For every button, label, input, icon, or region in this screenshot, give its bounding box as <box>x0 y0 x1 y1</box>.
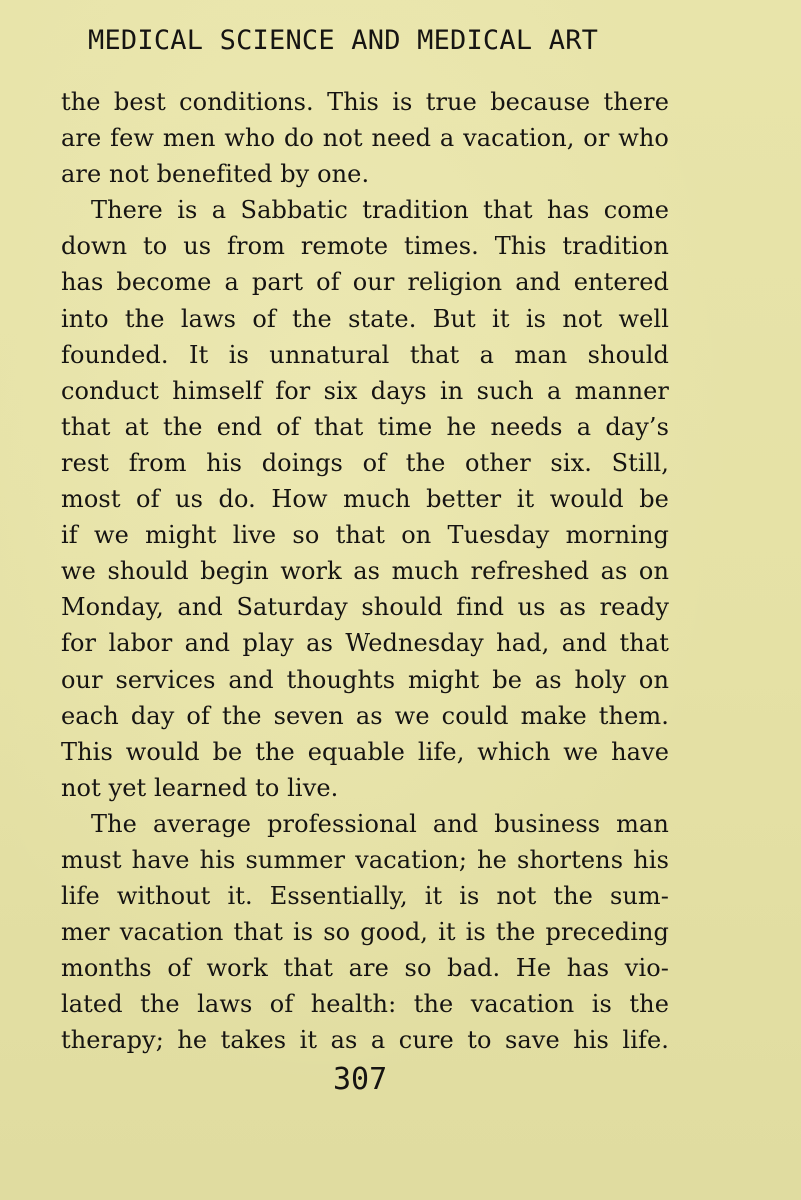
text-line: each day of the seven as we could make them. <box>61 701 669 730</box>
text-line: The average professional and business man <box>91 809 669 838</box>
text-line: most of us do. How much better it would be <box>61 485 669 514</box>
text-line: There is a Sabbatic tradition that has come <box>91 196 669 225</box>
text-line: are not benefited by one. <box>61 160 370 189</box>
text-line: not yet learned to live. <box>61 773 339 802</box>
text-line: that at the end of that time he needs a day’s <box>61 412 669 441</box>
text-line: life without it. Essentially, it is not the sum- <box>61 882 669 911</box>
text-line: down to us from remote times. This tradition <box>61 232 669 261</box>
text-line: Monday, and Saturday should find us as ready <box>61 593 669 622</box>
text-line: we should begin work as much refreshed as on <box>61 557 669 586</box>
text-line: founded. It is unnatural that a man should <box>61 340 669 369</box>
text-line: must have his summer vacation; he shortens his <box>61 845 669 874</box>
text-line: months of work that are so bad. He has vio- <box>61 954 669 983</box>
text-line: mer vacation that is so good, it is the preceding <box>61 918 669 947</box>
page-number: 307 <box>333 1062 388 1097</box>
text-line: rest from his doings of the other six. Still, <box>61 448 669 477</box>
text-line: if we might live so that on Tuesday morning <box>61 521 669 550</box>
text-line: conduct himself for six days in such a manner <box>61 376 669 405</box>
text-line: therapy; he takes it as a cure to save his life. <box>61 1026 669 1055</box>
text-line: This would be the equable life, which we have <box>61 737 669 766</box>
text-line: lated the laws of health: the vacation is the <box>61 990 669 1019</box>
body-text <box>61 84 669 1059</box>
running-header: MEDICAL SCIENCE AND MEDICAL ART <box>88 25 599 56</box>
text-line: our services and thoughts might be as holy on <box>61 665 669 694</box>
text-line: for labor and play as Wednesday had, and that <box>61 629 669 658</box>
text-line: into the laws of the state. But it is not well <box>61 304 669 333</box>
text-line: the best conditions. This is true because there <box>61 88 669 116</box>
text-line: has become a part of our religion and entered <box>61 268 669 297</box>
text-line: are few men who do not need a vacation, or who <box>61 124 669 153</box>
